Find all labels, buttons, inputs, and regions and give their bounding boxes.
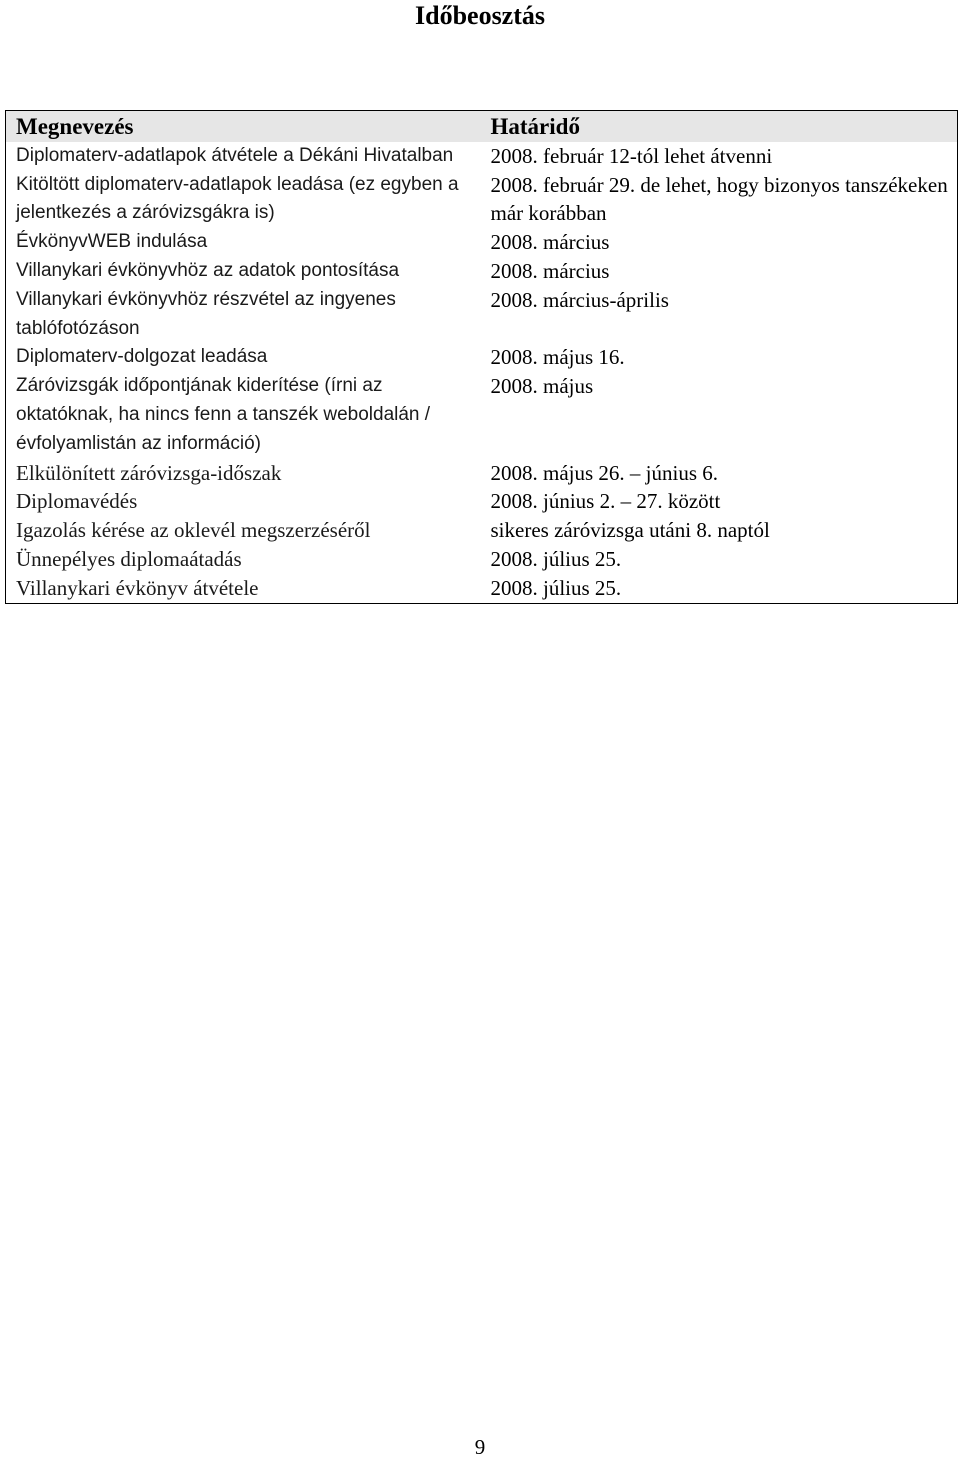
row-name: Igazolás kérése az oklevél megszerzéséről: [16, 518, 371, 543]
row-deadline: 2008. június 2. – 27. között: [490, 489, 721, 514]
row-deadline: 2008. május 26. – június 6.: [490, 460, 719, 485]
row-deadline: 2008. május 16.: [490, 345, 625, 370]
column-header-deadline: Határidő: [481, 111, 958, 142]
row-name: Kitöltött diplomaterv-adatlapok leadása (ez egyben a jelentkezés a záróvizsgákra is): [16, 173, 459, 224]
row-deadline: 2008. július 25.: [490, 546, 622, 571]
table-row: [6, 257, 958, 286]
page-title: Időbeosztás: [414, 1, 545, 30]
row-deadline: sikeres záróvizsga utáni 8. naptól: [490, 518, 770, 543]
row-deadline: 2008. március: [490, 258, 610, 283]
page-number: 9: [474, 1435, 486, 1459]
table-row: [6, 545, 958, 574]
column-header-name: Megnevezés: [6, 111, 481, 142]
table-row: [6, 286, 958, 344]
row-name: Villanykari évkönyvhöz az adatok pontosítása: [16, 259, 400, 281]
table-row: [6, 516, 958, 545]
table-row: [6, 343, 958, 372]
row-deadline: 2008. május: [490, 374, 594, 399]
table-row: [6, 459, 958, 488]
row-name: Elkülönített záróvizsga-időszak: [16, 460, 282, 485]
row-name: Diplomaterv-adatlapok átvétele a Dékáni Hivatalban: [16, 144, 454, 166]
row-deadline: 2008. március: [490, 230, 610, 255]
row-name: Záróvizsgák időpontjának kiderítése (írni az oktatóknak, ha nincs fenn a tanszék weboldalán / évfolyamlistán az információ): [16, 375, 431, 454]
row-deadline: 2008. március-április: [490, 287, 669, 312]
table-header-row: [6, 111, 958, 142]
table-row: [6, 372, 958, 458]
table-row: [6, 171, 958, 229]
table-row: [6, 142, 958, 171]
row-deadline: 2008. július 25.: [490, 575, 622, 600]
table-row: [6, 487, 958, 516]
table-row: [6, 228, 958, 257]
table-row: [6, 574, 958, 603]
row-name: Villanykari évkönyv átvétele: [16, 575, 259, 600]
row-deadline: 2008. február 12-tól lehet átvenni: [490, 143, 773, 168]
schedule-table: [5, 110, 958, 604]
row-name: Villanykari évkönyvhöz részvétel az ingyenes tablófotózáson: [16, 288, 396, 339]
row-deadline: 2008. február 29. de lehet, hogy bizonyos tanszékeken már korábban: [490, 172, 948, 226]
row-name: Diplomaterv-dolgozat leadása: [16, 346, 268, 368]
row-name: Ünnepélyes diplomaátadás: [16, 546, 242, 571]
row-name: ÉvkönyvWEB indulása: [16, 231, 208, 253]
row-name: Diplomavédés: [16, 489, 138, 514]
